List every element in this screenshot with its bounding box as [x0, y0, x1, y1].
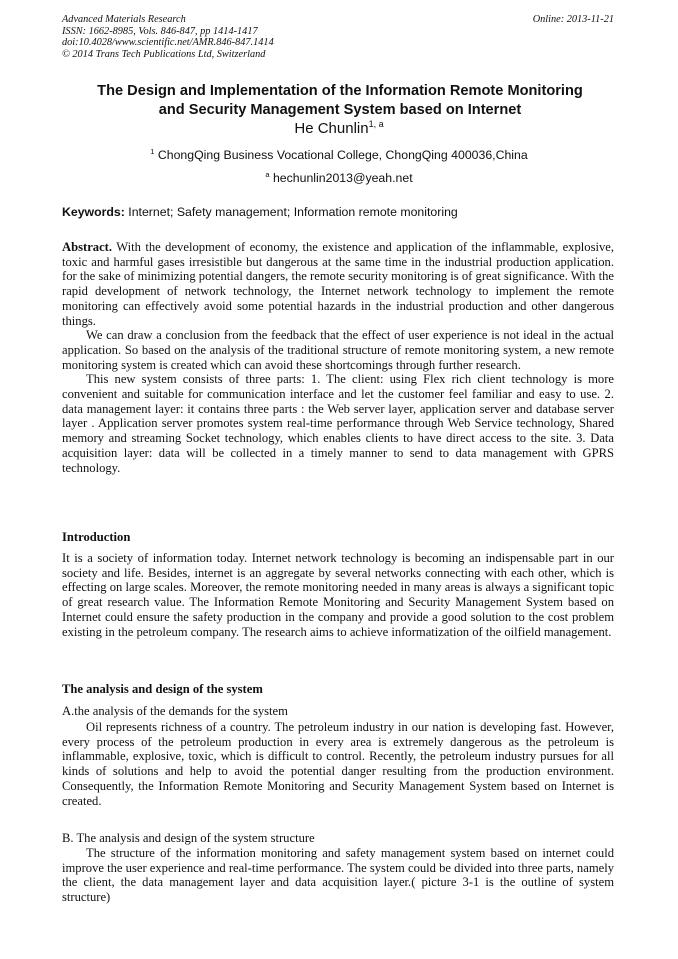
abstract-label: Abstract.	[62, 240, 113, 254]
subsection-a-text: Oil represents richness of a country. The petroleum industry in our nation is developing fast. However, every process of the petroleum production in every area is extremely dangerous as the petroleum is inflammable, explosive, toxic, which is difficult to control. Recently, the petroleum industry pursues for all kinds of solutions and help to avoid the potential danger resulting from the production environment. Consequently, the Information Remote Monitoring and Security Management System based on Internet is created.	[62, 720, 614, 808]
keywords-text: Internet; Safety management; Information remote monitoring	[128, 205, 458, 219]
abstract-paragraph-1	[62, 240, 614, 328]
doi-line: doi:10.4028/www.scientific.net/AMR.846-847.1414	[62, 37, 274, 49]
abstract	[62, 240, 614, 475]
email-text: hechunlin2013@yeah.net	[272, 171, 413, 185]
author-sup: 1, a	[368, 119, 384, 129]
email-sup: a	[265, 170, 270, 179]
abstract-paragraph-3: This new system consists of three parts: 1. The client: using Flex rich client technology is more convenient and suitable for communication interface and let the customer feel familiar and easy to use. 2. data management layer: it contains three parts : the Web server layer, application server and database server layer . Application server promotes system real-time performance through Web Service technology, Shared memory and streaming Socket technology, which enables clients to have direct access to the site. 3. Data acquisition layer: data will be collected in a timely manner to send to data management with GPRS technology.	[62, 372, 614, 475]
keywords	[62, 205, 614, 219]
title-line-1: The Design and Implementation of the Information Remote Monitoring	[97, 83, 583, 99]
affiliation-sup: 1	[150, 147, 155, 156]
author-email	[0, 171, 678, 185]
author	[0, 120, 678, 137]
copyright-line: © 2014 Trans Tech Publications Ltd, Switzerland	[62, 48, 266, 60]
affiliation-text: ChongQing Business Vocational College, ChongQing 400036,China	[157, 148, 528, 162]
abstract-text-1: With the development of economy, the existence and application of the inflammable, explosive, toxic and harmful gases irresistible but dangerous at the same time in the industrial production application. for the sake of minimizing potential dangers, the remote security monitoring is of great significance. With the rapid development of network technology, the Internet network technology to implement the remote monitoring can effectively avoid some potential hazards in the industrial production and other dangerous things.	[62, 240, 614, 328]
abstract-paragraph-2: We can draw a conclusion from the feedback that the effect of user experience is not ideal in the actual application. So based on the analysis of the traditional structure of remote monitoring system, a new remote monitoring system is created which can avoid these shortcomings through further research.	[62, 328, 614, 372]
author-name: He Chunlin	[294, 120, 369, 137]
keywords-label: Keywords:	[62, 205, 125, 219]
title-line-2: and Security Management System based on Internet	[158, 101, 522, 118]
analysis-heading: The analysis and design of the system	[62, 682, 263, 696]
journal-header	[62, 14, 614, 60]
paper-title	[40, 82, 640, 119]
journal-name: Advanced Materials Research	[62, 14, 186, 25]
introduction-text: It is a society of information today. Internet network technology is becoming an indispensable part in our society and life. Besides, internet is an aggregate by several networks connecting with each other, which is effecting on large scales. Moreover, the remote monitoring needed in many areas is always a significant topic of great research value. The Information Remote Monitoring and Security Management System based on Internet could ensure the safety production in the company and provide a good solution to the cost problem existing in the petroleum company. The research aims to achieve informatization of the oilfield management.	[62, 551, 614, 639]
subsection-b-text: The structure of the information monitoring and safety management system based on internet could improve the user experience and real-time performance. The system could be divided into three parts, namely the client, the data management layer and data acquisition layer.( picture 3-1 is the outline of system structure)	[62, 846, 614, 905]
subsection-b-title: B. The analysis and design of the system structure	[62, 831, 315, 845]
introduction-heading: Introduction	[62, 530, 131, 544]
online-date: Online: 2013-11-21	[532, 14, 614, 25]
issn-line: ISSN: 1662-8985, Vols. 846-847, pp 1414-1417	[62, 25, 258, 37]
subsection-a-title: A.the analysis of the demands for the system	[62, 704, 288, 718]
affiliation	[0, 148, 678, 162]
